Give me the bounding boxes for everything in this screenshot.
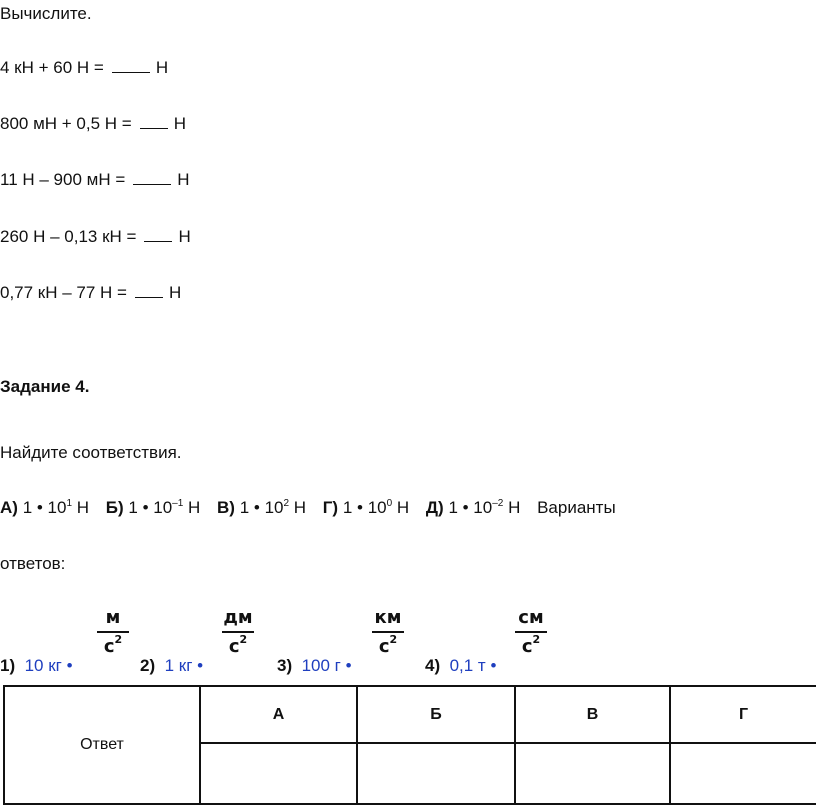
exercise-unit: Н [178, 227, 191, 246]
exercise-3 [0, 168, 190, 191]
exercise-expr: 0,77 кН – 77 Н = [0, 283, 127, 302]
answer-row-label: Ответ [4, 686, 200, 804]
option-value: 1 • $10^{-1}$ Н [128, 498, 201, 517]
option-letter: Д) [425, 498, 444, 517]
option-letter: Г) [322, 498, 339, 517]
answer-cell-v[interactable] [515, 743, 670, 804]
answer-blank[interactable] [135, 281, 163, 298]
exercise-expr: 800 мН + 0,5 Н = [0, 114, 132, 133]
answer-blank[interactable] [133, 168, 171, 185]
answer-choice-4: 4) 0,1 т • [425, 656, 497, 675]
option-value: 1 • $10^2$ Н [239, 498, 307, 517]
intro-text: Вычислите. [0, 4, 92, 23]
answer-value: 0,1 т • [449, 656, 497, 675]
answer-blank[interactable] [140, 112, 168, 129]
option-value: 1 • $10^1$ Н [22, 498, 90, 517]
options-line [0, 497, 616, 519]
answer-cell-g[interactable] [670, 743, 816, 804]
answer-blank[interactable] [144, 225, 172, 242]
task-prompt: Найдите соответствия. [0, 443, 182, 462]
exercise-5 [0, 281, 181, 304]
exercise-unit: Н [169, 283, 182, 302]
answer-table [3, 685, 816, 805]
exercise-unit: Н [173, 114, 186, 133]
answer-choice-3: 3) 100 г • [277, 656, 352, 675]
option-value: 1 • $10^{-2}$ Н [448, 498, 521, 517]
unit-fraction: см $с^2$ [511, 607, 551, 659]
answer-cell-a[interactable] [200, 743, 357, 804]
table-header-b: Б [357, 686, 515, 743]
exercise-4 [0, 225, 191, 248]
answer-value: 1 кг • [164, 656, 204, 675]
table-header-v: В [515, 686, 670, 743]
exercise-unit: Н [177, 170, 190, 189]
exercise-expr: 11 Н – 900 мН = [0, 170, 126, 189]
answer-cell-b[interactable] [357, 743, 515, 804]
option-letter: Б) [105, 498, 124, 517]
exercise-expr: 4 кН + 60 Н = [0, 58, 104, 77]
answer-choice-1: 1) 10 кг • [0, 656, 73, 675]
answer-value: 100 г • [301, 656, 352, 675]
table-header-g: Г [670, 686, 816, 743]
option-letter: В) [217, 498, 235, 517]
exercise-1 [0, 56, 168, 79]
exercise-expr: 260 Н – 0,13 кН = [0, 227, 137, 246]
answer-blank[interactable] [112, 56, 150, 73]
exercise-2 [0, 112, 186, 135]
unit-fraction: км $с^2$ [368, 607, 408, 659]
variants-label: Варианты [537, 498, 616, 517]
answers-label: ответов: [0, 554, 66, 573]
unit-fraction: дм $с^2$ [223, 607, 253, 657]
answer-choice-2: 2) 1 кг • [140, 656, 204, 675]
option-letter: А) [0, 498, 18, 517]
exercise-unit: Н [155, 58, 169, 77]
answer-value: 10 кг • [24, 656, 73, 675]
option-value: 1 • $10^0$ Н [342, 498, 410, 517]
table-header-a: А [200, 686, 357, 743]
unit-fraction: м $с^2$ [93, 607, 133, 659]
task-title: Задание 4. [0, 377, 90, 396]
